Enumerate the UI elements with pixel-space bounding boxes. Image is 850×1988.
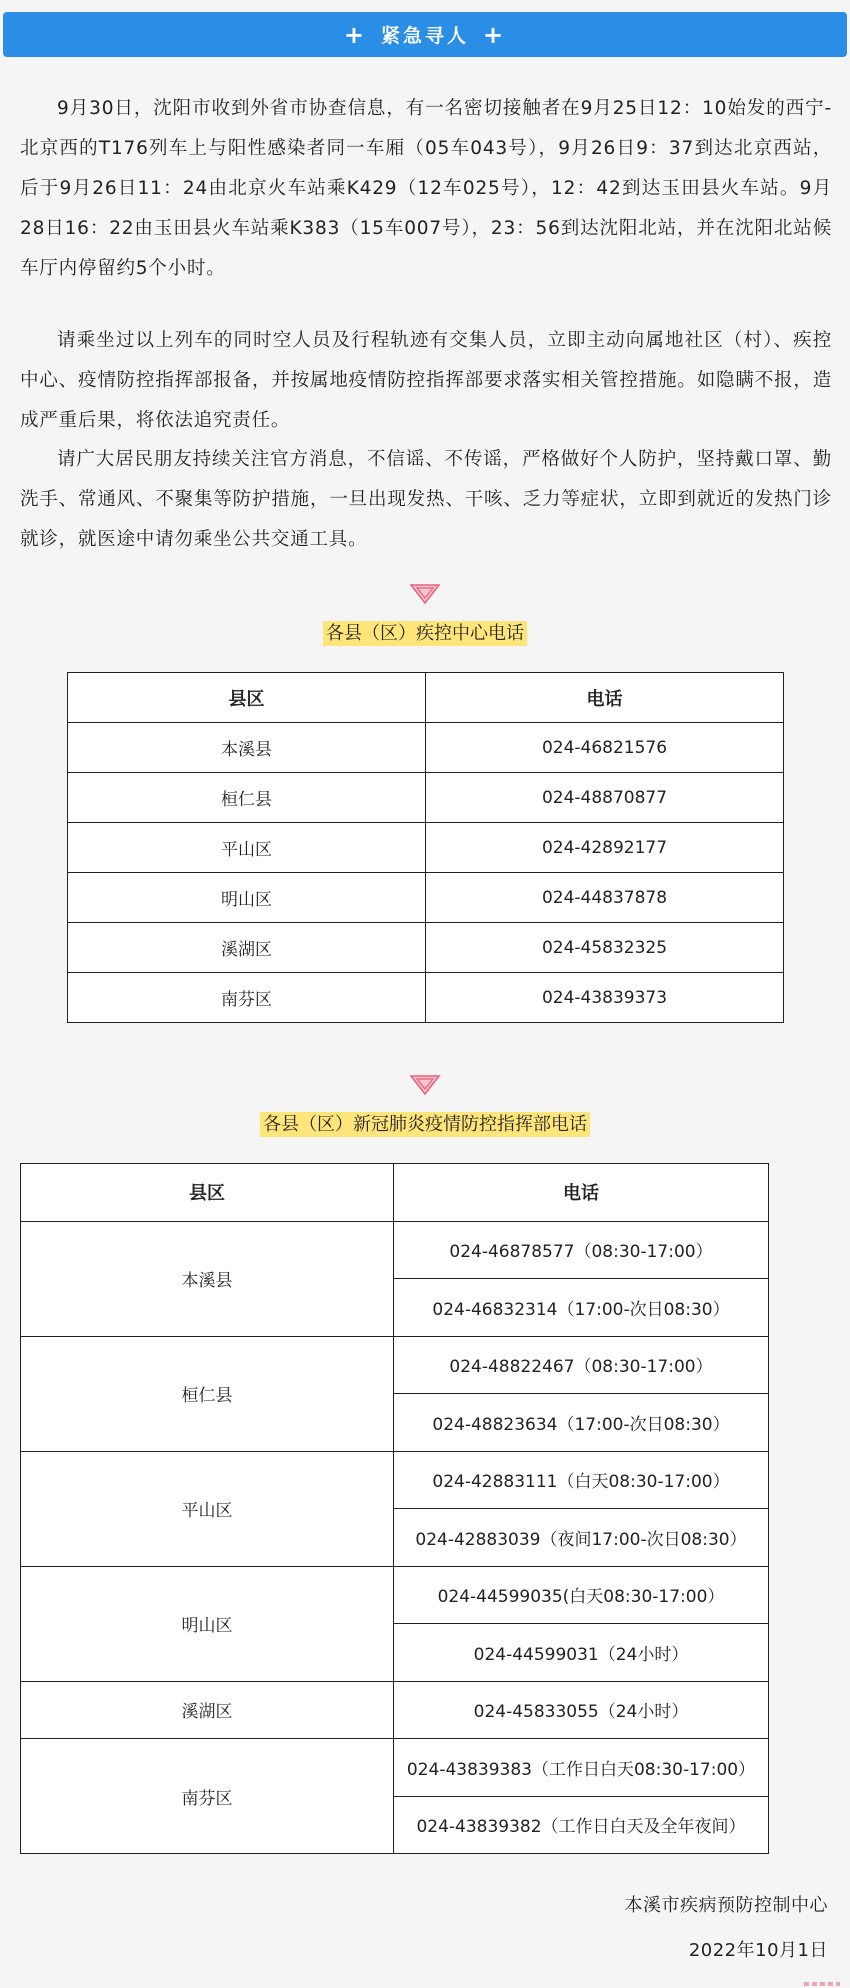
phone-cell[interactable]: 024-43839373 — [426, 973, 784, 1023]
phone-cell[interactable]: 024-48870877 — [426, 773, 784, 823]
phone-cell[interactable]: 024-46878577（08:30-17:00） — [394, 1221, 769, 1279]
triangle-decoration-icon — [409, 1074, 441, 1096]
phone-cell[interactable]: 024-46832314（17:00-次日08:30） — [394, 1279, 769, 1337]
header-phone: 电话 — [394, 1164, 769, 1222]
table-row — [21, 1221, 769, 1279]
phone-cell[interactable]: 024-44837878 — [426, 873, 784, 923]
table-header-row — [68, 673, 784, 723]
header-district: 县区 — [68, 673, 426, 723]
district-cell: 桓仁县 — [21, 1336, 394, 1451]
table-header-row — [21, 1164, 769, 1222]
command-phone-table — [20, 1163, 769, 1854]
plus-icon-left: + — [343, 20, 367, 49]
district-cell: 南芬区 — [21, 1739, 394, 1854]
phone-cell[interactable]: 024-42892177 — [426, 823, 784, 873]
table-row — [21, 1739, 769, 1797]
phone-cell[interactable]: 024-45833055（24小时） — [394, 1681, 769, 1739]
district-cell: 明山区 — [68, 873, 426, 923]
table-row — [68, 773, 784, 823]
decorative-dots — [804, 1982, 840, 1986]
phone-cell[interactable]: 024-45832325 — [426, 923, 784, 973]
table-row — [68, 923, 784, 973]
phone-cell[interactable]: 024-43839382（工作日白天及全年夜间） — [394, 1796, 769, 1854]
phone-cell[interactable]: 024-46821576 — [426, 723, 784, 773]
district-cell: 平山区 — [68, 823, 426, 873]
table-row — [68, 873, 784, 923]
triangle-decoration-icon — [409, 583, 441, 605]
paragraph-3: 请广大居民朋友持续关注官方消息，不信谣、不传谣，严格做好个人防护，坚持戴口罩、勤洗手、常通风、不聚集等防护措施，一旦出现发热、干咳、乏力等症状，立即到就近的发热门诊就诊，就医途中请勿乘坐公共交通工具。 — [20, 449, 832, 550]
district-cell: 明山区 — [21, 1566, 394, 1681]
district-cell: 平山区 — [21, 1451, 394, 1566]
table-row — [21, 1451, 769, 1509]
section-1-title-text: 各县（区）疾控中心电话 — [323, 621, 527, 646]
paragraph-1: 9月30日，沈阳市收到外省市协查信息，有一名密切接触者在9月25日12：10始发的西宁-北京西的T176列车上与阳性感染者同一车厢（05车043号），9月26日9：37到达北京西站，后于9月26日11：24由北京火车站乘K429（12车025号），12：42到达玉田县火车站。9月28日16：22由玉田县火车站乘K383（15车007号），23：56到达沈阳北站，并在沈阳北站候车厅内停留约5个小时。 — [20, 98, 832, 279]
phone-cell[interactable]: 024-44599035(白天08:30-17:00） — [394, 1566, 769, 1624]
phone-cell[interactable]: 024-42883111（白天08:30-17:00） — [394, 1451, 769, 1509]
district-cell: 南芬区 — [68, 973, 426, 1023]
table-row — [21, 1336, 769, 1394]
plus-icon-right: + — [483, 20, 507, 49]
table-row — [68, 723, 784, 773]
header-phone: 电话 — [426, 673, 784, 723]
phone-cell[interactable]: 024-48823634（17:00-次日08:30） — [394, 1394, 769, 1452]
phone-cell[interactable]: 024-42883039（夜间17:00-次日08:30） — [394, 1509, 769, 1567]
table-row — [68, 823, 784, 873]
phone-cell[interactable]: 024-44599031（24小时） — [394, 1624, 769, 1682]
phone-cell[interactable]: 024-43839383（工作日白天08:30-17:00） — [394, 1739, 769, 1797]
district-cell: 本溪县 — [21, 1221, 394, 1336]
cdc-phone-table — [67, 672, 784, 1023]
banner-title: 紧急寻人 — [380, 25, 469, 47]
section-2-title — [0, 1110, 850, 1136]
section-2-title-text: 各县（区）新冠肺炎疫情防控指挥部电话 — [260, 1112, 590, 1137]
section-1-title — [0, 619, 850, 645]
footer-date: 2022年10月1日 — [688, 1940, 828, 1961]
phone-cell[interactable]: 024-48822467（08:30-17:00） — [394, 1336, 769, 1394]
table-row — [68, 973, 784, 1023]
table-row — [21, 1566, 769, 1624]
banner — [3, 12, 847, 57]
district-cell: 溪湖区 — [21, 1681, 394, 1739]
district-cell: 桓仁县 — [68, 773, 426, 823]
header-district: 县区 — [21, 1164, 394, 1222]
district-cell: 本溪县 — [68, 723, 426, 773]
paragraph-2: 请乘坐过以上列车的同时空人员及行程轨迹有交集人员，立即主动向属地社区（村）、疾控中心、疫情防控指挥部报备，并按属地疫情防控指挥部要求落实相关管控措施。如隐瞒不报，造成严重后果，将依法追究责任。 — [20, 330, 832, 431]
footer-organization: 本溪市疾病预防控制中心 — [624, 1895, 828, 1916]
district-cell: 溪湖区 — [68, 923, 426, 973]
table-row — [21, 1681, 769, 1739]
